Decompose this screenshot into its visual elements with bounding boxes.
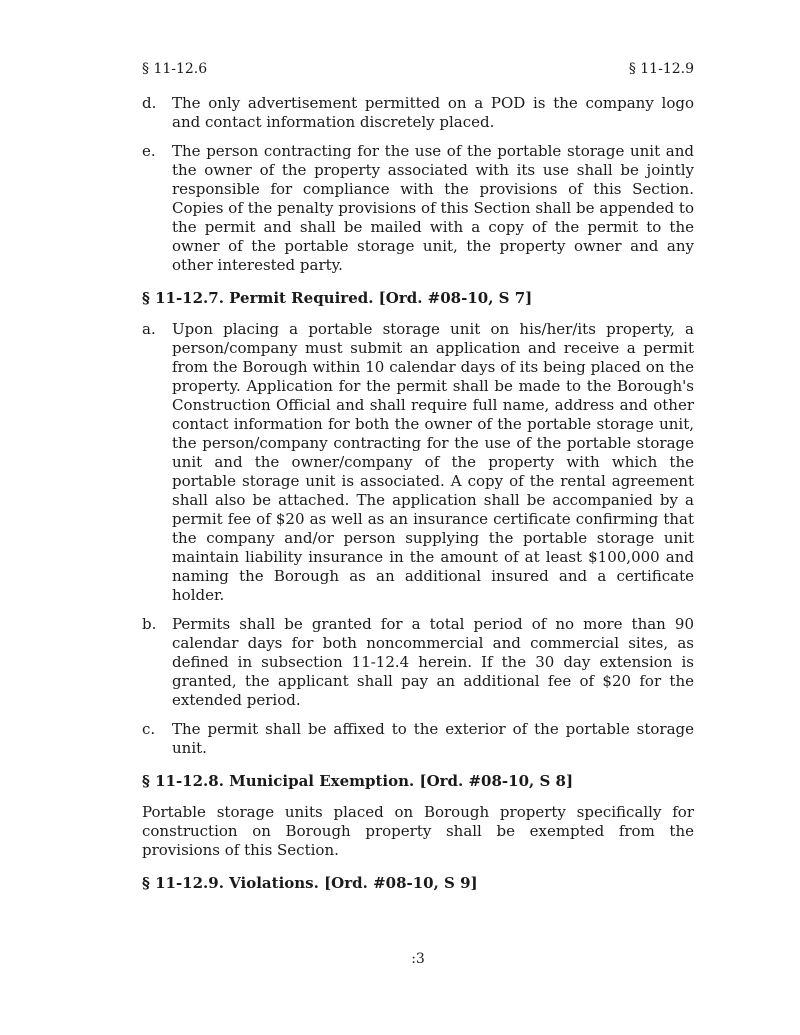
list-item-d [142,94,694,132]
list-item-c [142,720,694,758]
list-marker: e. [142,142,156,160]
section-paragraph: Portable storage units placed on Borough property specifically for construction on Borough property shall be exempted from the provisions of this Section. [142,803,694,859]
list-item-text: The only advertisement permitted on a POD is the company logo and contact information discretely placed. [172,94,694,131]
document-content [142,94,694,905]
list-item-a [142,320,694,605]
section-heading-permit-required: § 11-12.7. Permit Required. [Ord. #08-10, S 7] [142,289,533,307]
header-right-section-ref: § 11-12.9 [628,61,694,77]
list-item-e [142,142,694,275]
list-marker: d. [142,94,157,112]
running-header [142,60,694,78]
section-heading-municipal-exemption: § 11-12.8. Municipal Exemption. [Ord. #08-10, S 8] [142,772,574,790]
list-item-text: Upon placing a portable storage unit on his/her/its property, a person/company must submit an application and receive a permit from the Borough within 10 calendar days of its being placed on the property. Application for the permit shall be made to the Borough's Construction Official and shall require full name, address and other contact information for both the owner of the portable storage unit, the person/company contracting for the use of the portable storage unit and the owner/company of the property with which the portable storage unit is associated. A copy of the rental agreement shall also be attached. The application shall be accompanied by a permit fee of $20 as well as an insurance certificate confirming that the company and/or person supplying the portable storage unit maintain liability insurance in the amount of at least $100,000 and naming the Borough as an additional insured and a certificate holder. [172,320,694,604]
list-item-b [142,615,694,710]
page-number: :3 [411,951,425,967]
list-marker: c. [142,720,156,738]
list-item-text: The permit shall be affixed to the exterior of the portable storage unit. [172,720,694,757]
list-item-text: The person contracting for the use of the portable storage unit and the owner of the property associated with its use shall be jointly responsible for compliance with the provisions of this Section. Copies of the penalty provisions of this Section shall be appended to the permit and shall be mailed with a copy of the permit to the owner of the portable storage unit, the property owner and any other interested party. [172,142,694,274]
list-marker: b. [142,615,157,633]
list-item-text: Permits shall be granted for a total period of no more than 90 calendar days for both noncommercial and commercial sites, as defined in subsection 11-12.4 herein. If the 30 day extension is granted, the applicant shall pay an additional fee of $20 for the extended period. [172,615,694,709]
list-marker: a. [142,320,156,338]
section-heading-violations: § 11-12.9. Violations. [Ord. #08-10, S 9] [142,874,478,892]
header-left-section-ref: § 11-12.6 [142,61,208,77]
